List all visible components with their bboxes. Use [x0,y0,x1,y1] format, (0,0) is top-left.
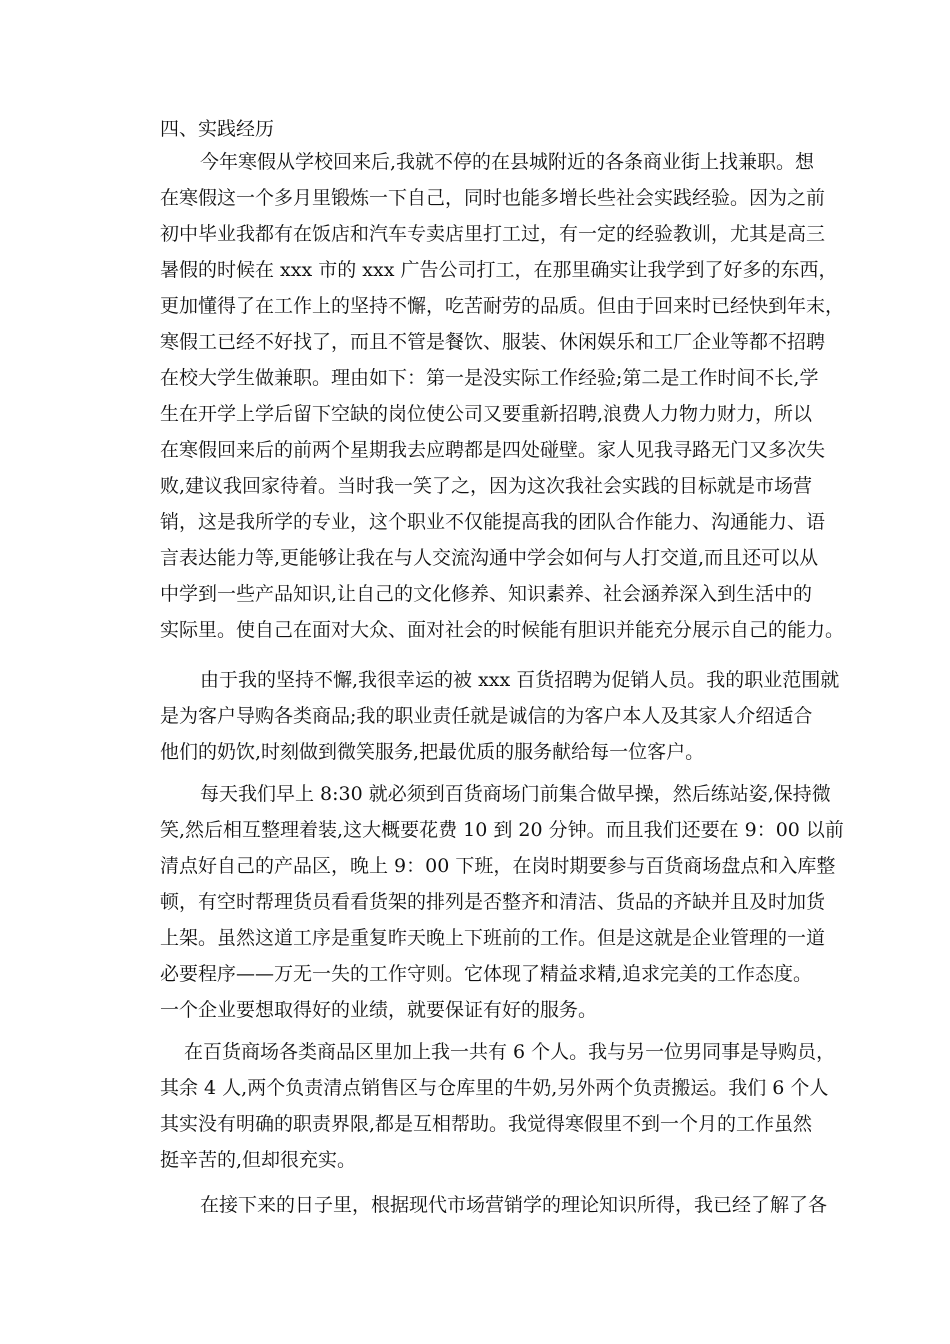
text-line: 言表达能力等,更能够让我在与人交流沟通中学会如何与人打交道,而且还可以从 [160,547,819,569]
text-line: 在寒假回来后的前两个星期我去应聘都是四处碰壁。家人见我寻路无门又多次失 [160,439,826,461]
text-line: 笑,然后相互整理着装,这大概要花费 10 到 20 分钟。而且我们还要在 9：00 以前 [160,819,844,841]
text-line: 必要程序——万无一失的工作守则。它体现了精益求精,追求完美的工作态度。 [160,963,813,985]
text-line: 其实没有明确的职责界限,都是互相帮助。我觉得寒假里不到一个月的工作虽然 [160,1113,813,1135]
text-line: 其余 4 人,两个负责清点销售区与仓库里的牛奶,另外两个负责搬运。我们 6 个人 [160,1077,829,1099]
text-line: 上架。虽然这道工序是重复昨天晚上下班前的工作。但是这就是企业管理的一道 [160,927,826,949]
text-line: 初中毕业我都有在饭店和汽车专卖店里打工过，有一定的经验教训，尤其是高三 [160,223,826,245]
text-line: 暑假的时候在 xxx 市的 xxx 广告公司打工，在那里确实让我学到了好多的东西， [160,259,838,281]
text-line: 他们的奶饮,时刻做到微笑服务,把最优质的服务献给每一位客户。 [160,741,705,763]
paragraph-5 [160,1187,850,1223]
paragraph-4 [160,1034,850,1178]
paragraph-1 [160,144,850,648]
paragraph-2 [160,662,850,770]
text-line: 败,建议我回家待着。当时我一笑了之，因为这次我社会实践的目标就是市场营 [160,475,813,497]
text-line: 寒假工已经不好找了，而且不管是餐饮、服装、休闲娱乐和工厂企业等都不招聘 [160,331,826,353]
text-line: 一个企业要想取得好的业绩，就要保证有好的服务。 [160,999,598,1021]
text-line: 在百货商场各类商品区里加上我一共有 6 个人。我与另一位男同事是导购员， [184,1041,836,1063]
text-line: 更加懂得了在工作上的坚持不懈，吃苦耐劳的品质。但由于回来时已经快到年末， [160,295,845,317]
text-line: 销，这是我所学的专业，这个职业不仅能提高我的团队合作能力、沟通能力、语 [160,511,826,533]
text-line: 每天我们早上 8:30 就必须到百货商场门前集合做早操，然后练站姿,保持微 [200,783,831,805]
paragraph-3 [160,776,850,1028]
text-line: 是为客户导购各类商品;我的职业责任就是诚信的为客户本人及其家人介绍适合 [160,705,813,727]
text-line: 清点好自己的产品区，晚上 9：00 下班，在岗时期要参与百货商场盘点和入库整 [160,855,836,877]
text-line: 挺辛苦的,但却很充实。 [160,1149,357,1171]
text-line: 在寒假这一个多月里锻炼一下自己，同时也能多增长些社会实践经验。因为之前 [160,187,826,209]
text-line: 实际里。使自己在面对大众、面对社会的时候能有胆识并能充分展示自己的能力。 [160,619,845,641]
text-line: 中学到一些产品知识,让自己的文化修养、知识素养、社会涵养深入到生活中的 [160,583,813,605]
text-line: 在校大学生做兼职。理由如下：第一是没实际工作经验;第二是工作时间不长,学 [160,367,819,389]
text-line: 由于我的坚持不懈,我很幸运的被 xxx 百货招聘为促销人员。我的职业范围就 [200,669,840,691]
text-line: 在接下来的日子里，根据现代市场营销学的理论知识所得，我已经了解了各 [200,1194,828,1216]
text-line: 今年寒假从学校回来后,我就不停的在县城附近的各条商业街上找兼职。想 [200,151,815,173]
text-line: 生在开学上学后留下空缺的岗位使公司又要重新招聘,浪费人力物力财力，所以 [160,403,813,425]
text-line: 顿，有空时帮理货员看看货架的排列是否整齐和清洁、货品的齐缺并且及时加货 [160,891,826,913]
section-heading: 四、实践经历 [160,118,275,140]
